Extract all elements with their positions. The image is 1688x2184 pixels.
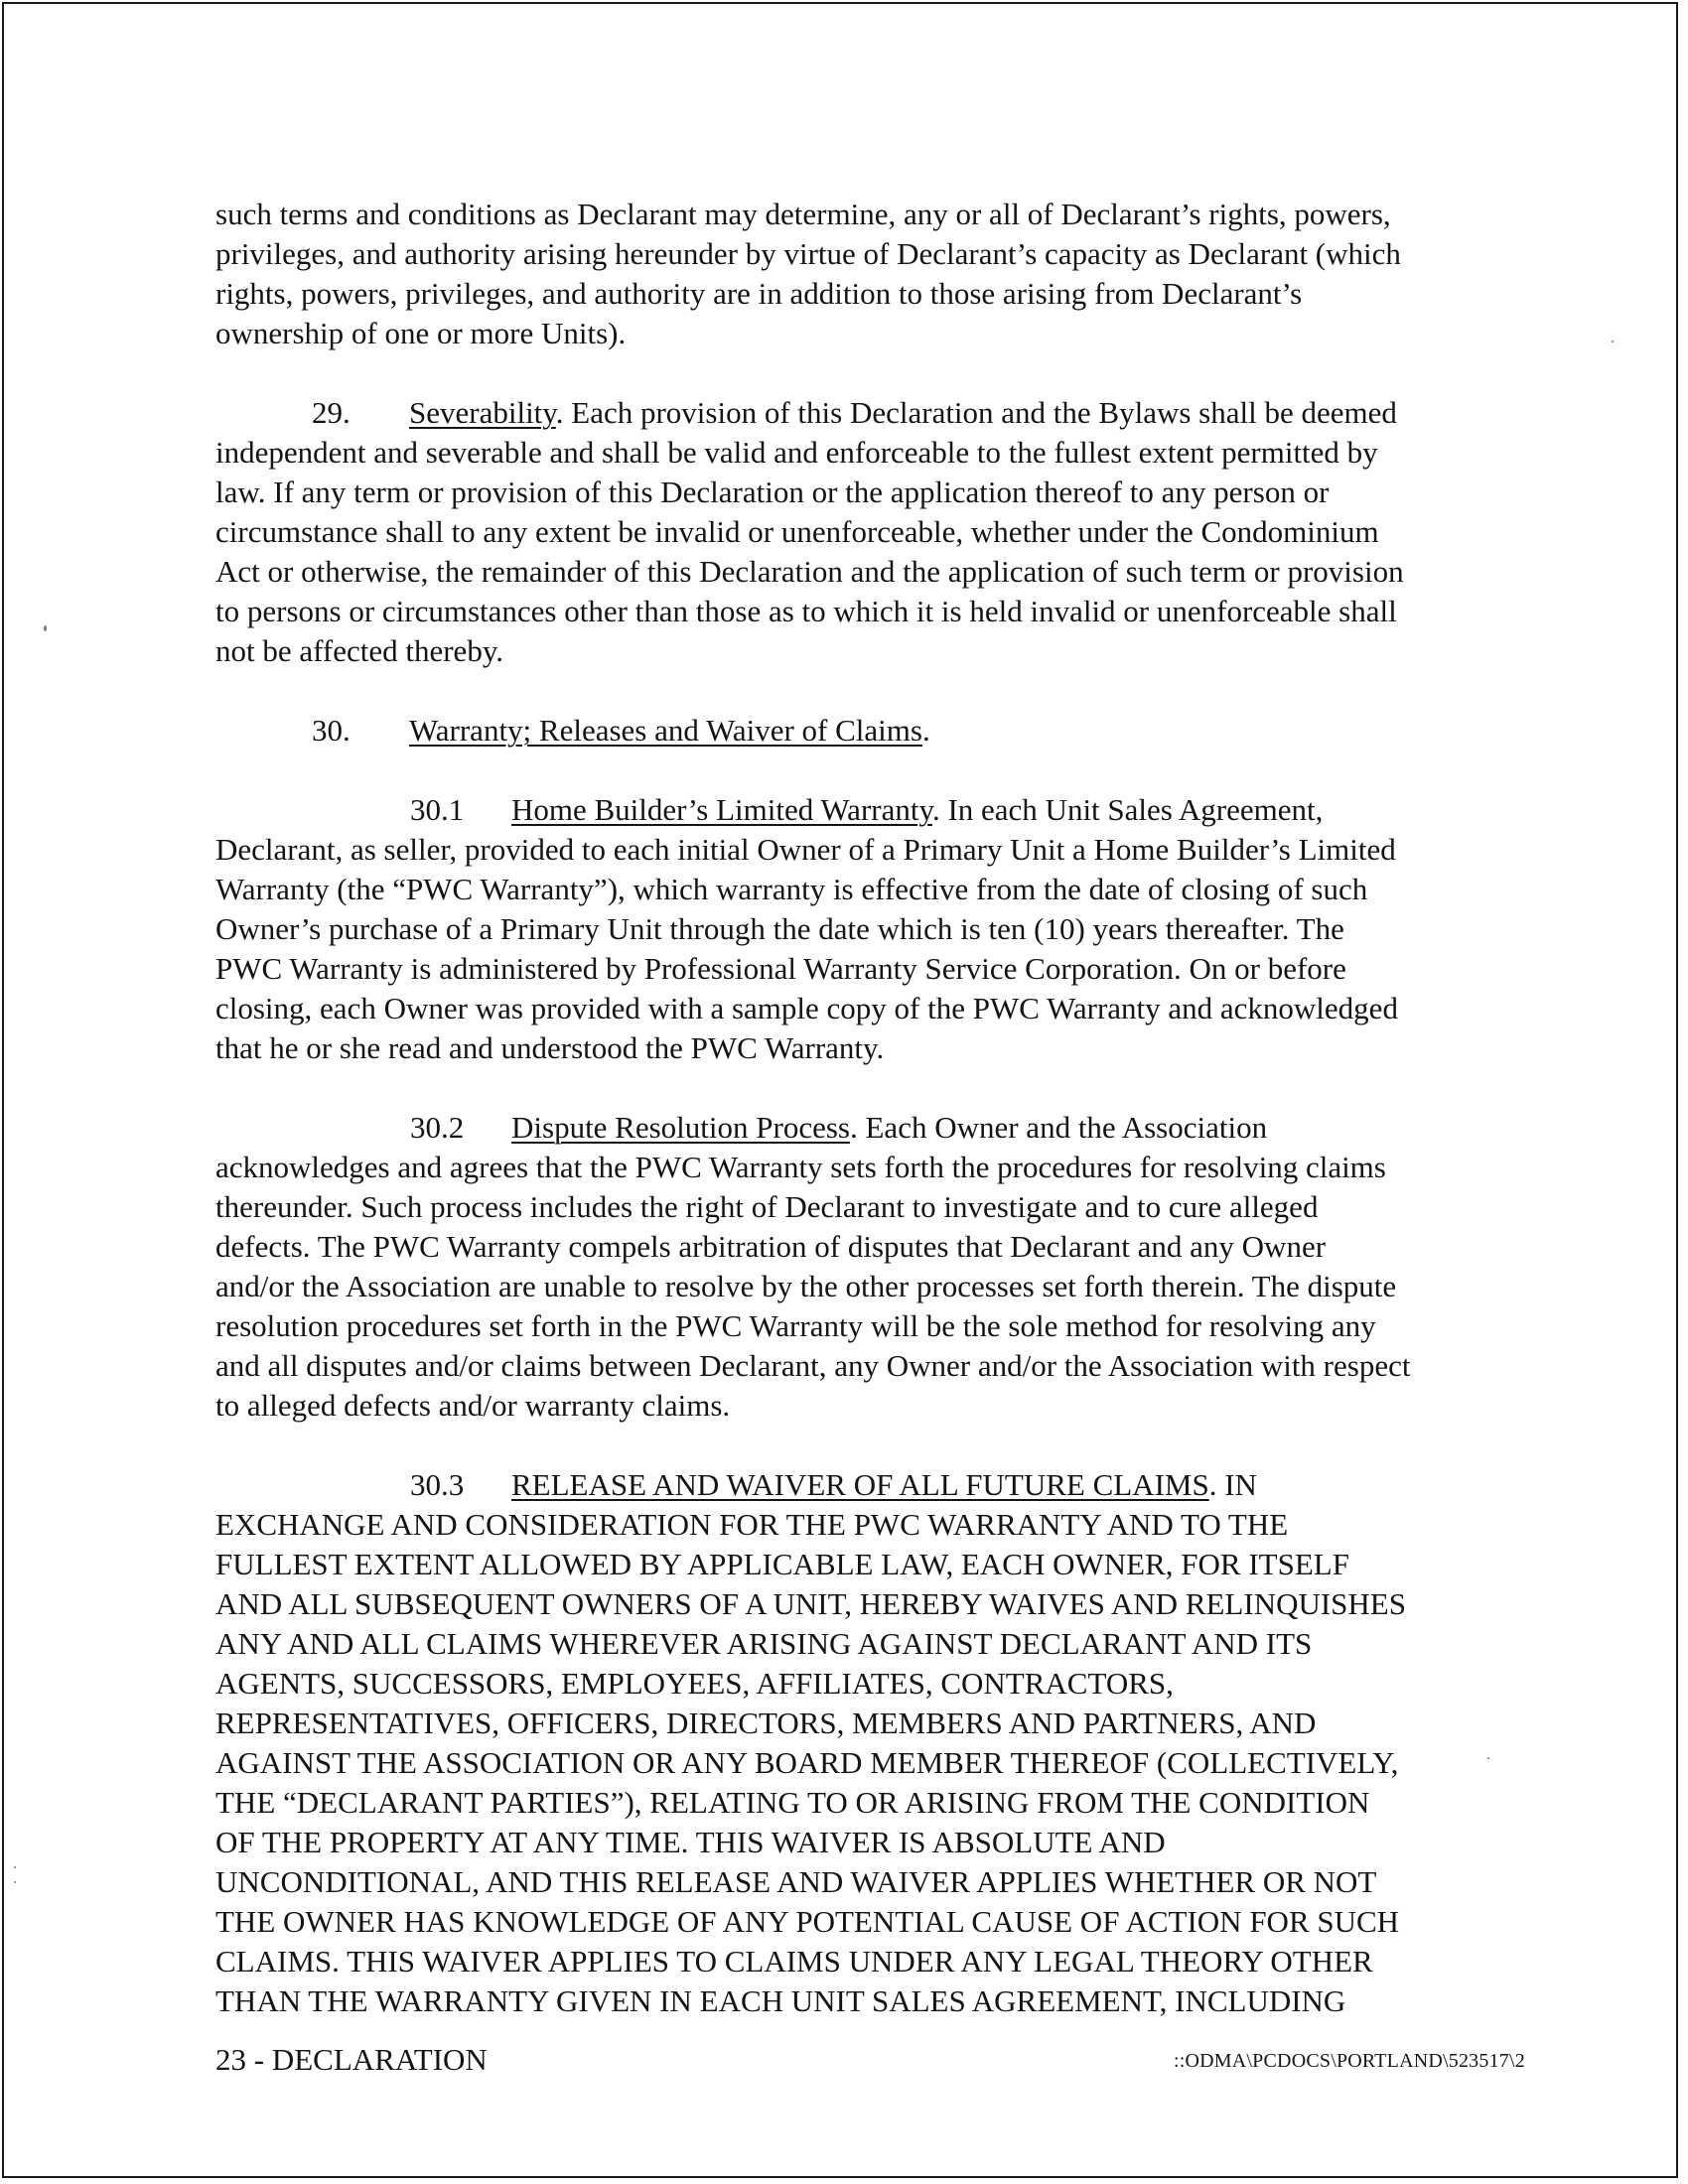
text-fragment: . In each Unit Sales Agreement,	[931, 792, 1324, 827]
scan-speck	[14, 1881, 16, 1883]
text-line: law. If any term or provision of this Declaration or the application thereof to any person or	[215, 475, 1330, 509]
text-fragment: .	[921, 713, 930, 748]
section-30-2	[215, 1108, 1496, 1426]
text-line: Warranty (the “PWC Warranty”), which warranty is effective from the date of closing of such	[215, 872, 1368, 906]
text-line: PWC Warranty is administered by Professional Warranty Service Corporation. On or before	[215, 951, 1346, 986]
text-line: UNCONDITIONAL, AND THIS RELEASE AND WAIVER APPLIES WHETHER OR NOT	[215, 1864, 1377, 1899]
section-number: 30.	[312, 713, 351, 748]
text-line: defects. The PWC Warranty compels arbitration of disputes that Declarant and any Owner	[215, 1229, 1327, 1264]
text-line: Declarant, as seller, provided to each initial Owner of a Primary Unit a Home Builder’s Limited	[215, 832, 1396, 867]
text-line: to persons or circumstances other than those as to which it is held invalid or unenforceable shall	[215, 594, 1397, 628]
footer-page-label: 23 - DECLARATION	[215, 2042, 488, 2077]
text-fragment: . Each provision of this Declaration and the Bylaws shall be deemed	[555, 395, 1397, 430]
text-line: Owner’s purchase of a Primary Unit through the date which is ten (10) years thereafter. The	[215, 911, 1344, 946]
section-heading: RELEASE AND WAIVER OF ALL FUTURE CLAIMS	[511, 1467, 1209, 1502]
footer-document-path: ::ODMA\PCDOCS\PORTLAND\523517\2	[1174, 2050, 1525, 2072]
section-29	[215, 393, 1496, 671]
document-body	[215, 195, 1496, 2061]
text-line: such terms and conditions as Declarant may determine, any or all of Declarant’s rights, powers,	[215, 197, 1391, 231]
text-line: AGENTS, SUCCESSORS, EMPLOYEES, AFFILIATES, CONTRACTORS,	[215, 1666, 1174, 1701]
section-30	[215, 711, 1496, 751]
text-line: FULLEST EXTENT ALLOWED BY APPLICABLE LAW, EACH OWNER, FOR ITSELF	[215, 1547, 1349, 1581]
intro-paragraph	[215, 195, 1496, 353]
text-line: rights, powers, privileges, and authority are in addition to those arising from Declarant’s	[215, 276, 1303, 311]
scan-speck	[1612, 341, 1614, 342]
text-line: EXCHANGE AND CONSIDERATION FOR THE PWC WARRANTY AND TO THE	[215, 1507, 1289, 1542]
scan-speck	[1487, 1757, 1489, 1759]
section-heading: Severability	[409, 395, 556, 430]
text-line: ownership of one or more Units).	[215, 316, 627, 350]
text-line: ANY AND ALL CLAIMS WHEREVER ARISING AGAINST DECLARANT AND ITS	[215, 1626, 1313, 1661]
text-line: that he or she read and understood the PWC Warranty.	[215, 1030, 885, 1065]
text-line: closing, each Owner was provided with a sample copy of the PWC Warranty and acknowledged	[215, 991, 1398, 1025]
text-line: AND ALL SUBSEQUENT OWNERS OF A UNIT, HEREBY WAIVES AND RELINQUISHES	[215, 1586, 1406, 1621]
section-heading: Warranty; Releases and Waiver of Claims	[409, 713, 922, 748]
text-line: to alleged defects and/or warranty claims.	[215, 1388, 731, 1423]
text-line: not be affected thereby.	[215, 633, 504, 668]
text-line: resolution procedures set forth in the PWC Warranty will be the sole method for resolving any	[215, 1308, 1376, 1343]
text-line: and all disputes and/or claims between Declarant, any Owner and/or the Association with respect	[215, 1348, 1411, 1383]
section-number: 30.1	[410, 792, 465, 827]
text-line: acknowledges and agrees that the PWC Warranty sets forth the procedures for resolving claims	[215, 1150, 1386, 1184]
section-number: 29.	[312, 395, 351, 430]
section-heading: Dispute Resolution Process	[511, 1110, 850, 1145]
text-fragment: . Each Owner and the Association	[850, 1110, 1268, 1145]
section-heading: Home Builder’s Limited Warranty	[511, 792, 932, 827]
text-line: THE “DECLARANT PARTIES”), RELATING TO OR ARISING FROM THE CONDITION	[215, 1785, 1370, 1820]
section-30-2-first-line	[215, 1108, 1496, 1148]
text-line: independent and severable and shall be valid and enforceable to the fullest extent permitted by	[215, 435, 1378, 470]
section-30-1-first-line	[215, 790, 1496, 830]
text-line: Act or otherwise, the remainder of this Declaration and the application of such term or provision	[215, 554, 1404, 589]
text-fragment: . IN	[1208, 1467, 1257, 1502]
section-30-1	[215, 790, 1496, 1068]
section-30-heading-line	[215, 711, 1496, 751]
text-line: OF THE PROPERTY AT ANY TIME. THIS WAIVER IS ABSOLUTE AND	[215, 1825, 1166, 1859]
text-line: privileges, and authority arising hereunder by virtue of Declarant’s capacity as Declarant (which	[215, 236, 1401, 271]
section-number: 30.3	[410, 1467, 465, 1502]
text-line: THAN THE WARRANTY GIVEN IN EACH UNIT SALES AGREEMENT, INCLUDING	[215, 1983, 1346, 2018]
scan-speck	[14, 1866, 16, 1868]
text-line: AGAINST THE ASSOCIATION OR ANY BOARD MEMBER THEREOF (COLLECTIVELY,	[215, 1745, 1399, 1780]
text-line: THE OWNER HAS KNOWLEDGE OF ANY POTENTIAL CAUSE OF ACTION FOR SUCH	[215, 1904, 1400, 1939]
section-30-3	[215, 1465, 1496, 2021]
text-line: REPRESENTATIVES, OFFICERS, DIRECTORS, MEMBERS AND PARTNERS, AND	[215, 1706, 1317, 1740]
scan-speck	[44, 625, 47, 631]
section-29-first-line	[215, 393, 1496, 433]
text-line: thereunder. Such process includes the right of Declarant to investigate and to cure alleged	[215, 1189, 1319, 1224]
section-30-3-first-line	[215, 1465, 1496, 1505]
section-number: 30.2	[410, 1110, 465, 1145]
text-line: CLAIMS. THIS WAIVER APPLIES TO CLAIMS UNDER ANY LEGAL THEORY OTHER	[215, 1944, 1373, 1979]
text-line: and/or the Association are unable to resolve by the other processes set forth therein. The dispute	[215, 1269, 1397, 1303]
text-line: circumstance shall to any extent be invalid or unenforceable, whether under the Condominium	[215, 514, 1379, 549]
